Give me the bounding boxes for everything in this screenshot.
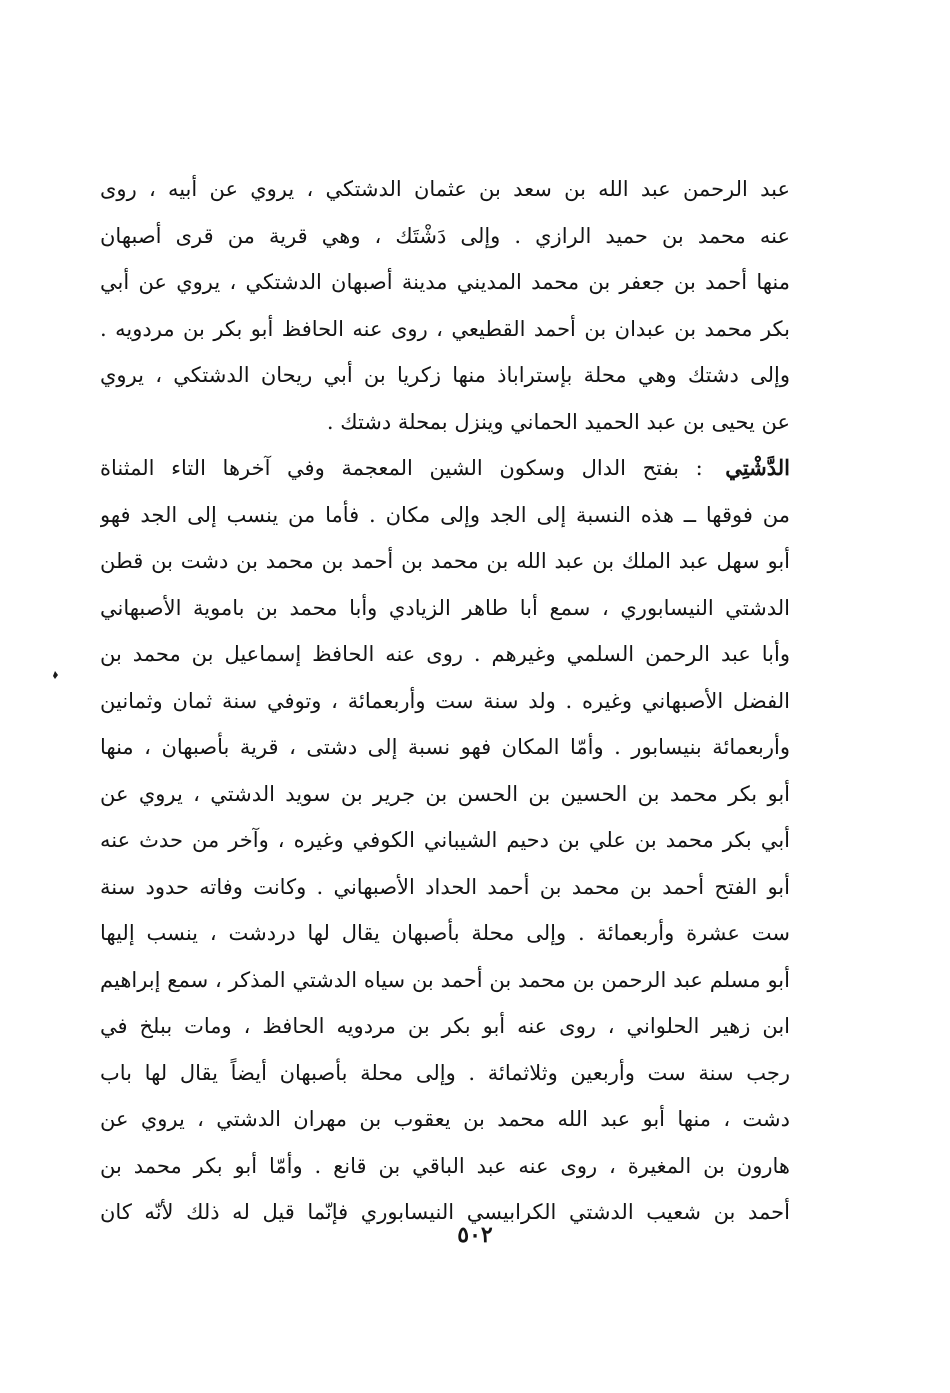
text-line: الدشتي النيسابوري ، سمع أبا طاهر الزيادي وأبا محمد بن باموية الأصبهاني — [100, 595, 790, 620]
page-number: ٥٠٢ — [457, 1222, 493, 1248]
entry-definition-start: : بفتح الدال وسكون الشين المعجمة وفي آخرها التاء المثناة — [100, 456, 703, 480]
entry-headword: الدَّشْتِي — [725, 455, 790, 480]
text-line: أبي بكر محمد بن علي بن دحيم الشيباني الكوفي وغيره ، وآخر من حدث عنه — [100, 828, 790, 852]
text-line: هارون بن المغيرة ، روى عنه عبد الباقي بن قانع . وأمّا أبو بكر محمد بن — [100, 1153, 790, 1178]
text-line: عنه محمد بن حميد الرازي . وإلى دَشْتَك ، وهي قرية من قرى أصبهان — [100, 223, 790, 248]
body-text — [100, 166, 790, 1236]
text-line: ست عشرة وأربعمائة . وإلى محلة بأصبهان يقال لها دردشت ، ينسب إليها — [100, 921, 790, 945]
text-line: عبد الرحمن عبد الله بن سعد بن عثمان الدشتكي ، يروي عن أبيه ، روى — [100, 177, 790, 201]
text-line: من فوقها ــ هذه النسبة إلى الجد وإلى مكان . فأما من ينسب إلى الجد فهو — [100, 502, 790, 527]
text-line: أبو سهل عبد الملك بن عبد الله بن محمد بن أحمد بن محمد بن دشت بن قطن — [100, 549, 790, 573]
text-line: دشت ، منها أبو عبد الله محمد بن يعقوب بن مهران الدشتي ، يروي عن — [100, 1107, 790, 1131]
text-line: وأربعمائة بنيسابور . وأمّا المكان فهو نسبة إلى دشتى ، قرية بأصبهان ، منها — [100, 735, 790, 759]
text-line: أبو الفتح أحمد بن محمد بن أحمد الحداد الأصبهاني . وكانت وفاته حدود سنة — [100, 874, 790, 899]
text-line: ابن زهير الحلواني ، روى عنه أبو بكر بن مردويه الحافظ ، ومات ببلخ في — [100, 1014, 790, 1038]
text-line: عن يحيى بن عبد الحميد الحماني وينزل بمحلة دشتك . — [326, 409, 790, 434]
text-line: الفضل الأصبهاني وغيره . ولد سنة ست وأربعمائة ، وتوفي سنة ثمان وثمانين — [100, 688, 790, 713]
text-line: بكر محمد بن عبدان بن أحمد القطيعي ، روى عنه الحافظ أبو بكر بن مردويه . — [100, 316, 790, 341]
text-line: منها أحمد بن جعفر بن محمد المديني مدينة أصبهان الدشتكي ، يروي عن أبي — [100, 270, 790, 294]
text-line: أبو مسلم عبد الرحمن بن محمد بن أحمد بن سياه الدشتي المذكر ، سمع إبراهيم — [100, 967, 790, 992]
text-line: أحمد بن شعيب الدشتي الكرابيسي النيسابوري فإنّما قيل له ذلك لأنّه كان — [100, 1200, 790, 1224]
margin-mark-icon — [50, 670, 60, 680]
text-line: أبو بكر محمد بن الحسين بن الحسن بن جرير بن سويد الدشتي ، يروي عن — [100, 781, 790, 806]
text-line: وأبا عبد الرحمن السلمي وغيرهم . روى عنه الحافظ إسماعيل بن محمد بن — [100, 642, 790, 666]
text-line: رجب سنة ست وأربعين وثلاثمائة . وإلى محلة بأصبهان أيضاً يقال لها باب — [100, 1060, 790, 1085]
entry-first-line — [100, 445, 790, 492]
text-line: وإلى دشتك وهي محلة بإستراباذ منها زكريا بن أبي ريحان الدشتكي ، يروي — [100, 363, 790, 387]
